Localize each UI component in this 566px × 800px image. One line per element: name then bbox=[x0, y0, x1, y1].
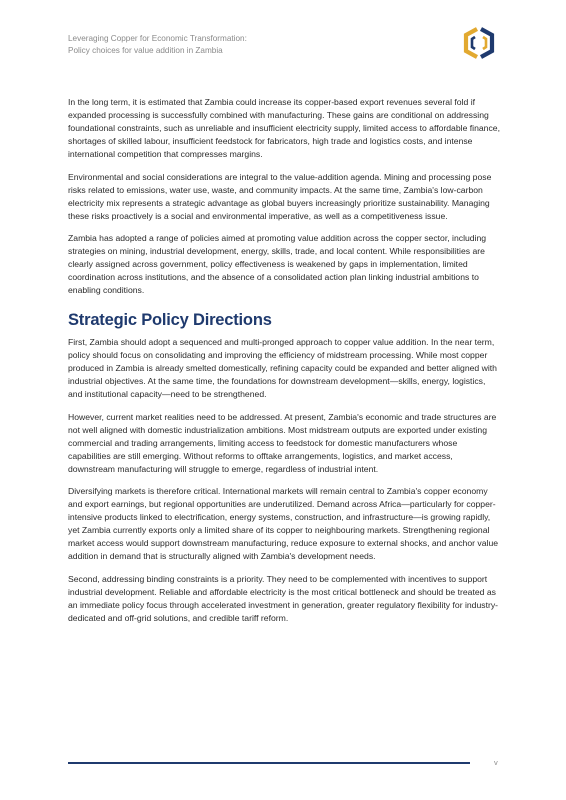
footer-rule bbox=[68, 762, 470, 764]
paragraph-market-realities: However, current market realities need to be addressed. At present, Zambia's economic and trade structures are not well aligned with domestic industrialization ambitions. Most midstream outputs are exported under existing commercial and trading arrangements, limiting access to feedstock for domestic manufacturers whose capabilities are still emerging. Without reforms to offtake arrangements, logistics, and market access, downstream manufacturing will struggle to emerge, regardless of industrial intent. bbox=[68, 411, 497, 474]
section-heading: Strategic Policy Directions bbox=[68, 311, 272, 330]
hexagon-logo-icon bbox=[460, 27, 498, 59]
running-header-line-1: Leveraging Copper for Economic Transformation: bbox=[68, 34, 247, 43]
running-header bbox=[68, 33, 247, 58]
paragraph-environmental: Environmental and social considerations are integral to the value-addition agenda. Mining and processing pose risks related to emissions, water use, waste, and community impacts. At the same time, Zambia's low-carbon electricity mix represents a strategic advantage as global buyers increasingly prioritize sustainability. Managing these risks proactively is a social and environmental imperative, as well as a competitiveness issue. bbox=[68, 171, 492, 221]
paragraph-sequenced-approach: First, Zambia should adopt a sequenced and multi-pronged approach to copper value addition. In the near term, policy should focus on consolidating and improving the efficiency of midstream processing. While most copper produced in Zambia is already smelted domestically, refining capacity could be expanded and better aligned with industrial objectives. At the same time, the foundations for downstream development—skills, energy, logistics, and institutional capacity—need to be strengthened. bbox=[68, 337, 497, 400]
paragraph-policies: Zambia has adopted a range of policies aimed at promoting value addition across the copper sector, including strategies on mining, industrial development, energy, skills, trade, and local content. While responsibilities are clearly assigned across government, policy effectiveness is weakened by gaps in implementation, limited coordination across institutions, and the absence of a consolidated action plan linking industrial ambitions to enabling conditions. bbox=[68, 233, 487, 296]
paragraph-export-revenues: In the long term, it is estimated that Zambia could increase its copper-based export revenues several fold if expanded processing is successfully combined with manufacturing. These gains are conditional on addressing foundational constraints, such as unreliable and insufficient electricity supply, limited access to affordable finance, shortages of skilled labour, insufficient feedstock for fabricators, high trade and logistics costs, and intense international competition that compresses margins. bbox=[68, 97, 500, 159]
paragraph-diversifying-markets: Diversifying markets is therefore critical. International markets will remain central to Zambia's copper economy and export earnings, but regional opportunities are underutilized. Demand across Africa—particularly for copper-intensive products linked to electrification, energy systems, construction, and infrastructure—is growing rapidly, yet Zambia currently exports only a limited share of its copper to neighbouring markets. Strengthening regional market access would support downstream manufacturing, reduce exposure to external shocks, and anchor value addition in demand that is structurally aligned with Zambia's development needs. bbox=[68, 486, 499, 562]
page-number: v bbox=[494, 758, 498, 767]
running-header-line-2: Policy choices for value addition in Zambia bbox=[68, 46, 223, 56]
main-content bbox=[68, 96, 500, 635]
paragraph-binding-constraints: Second, addressing binding constraints is a priority. They need to be complemented with incentives to support industrial development. Reliable and affordable electricity is the most critical bottleneck and should be treated as an immediate policy focus through accelerated investment in generation, greater regulatory flexibility for industry-dedicated and off-grid solutions, and credible tariff reform. bbox=[68, 573, 499, 623]
